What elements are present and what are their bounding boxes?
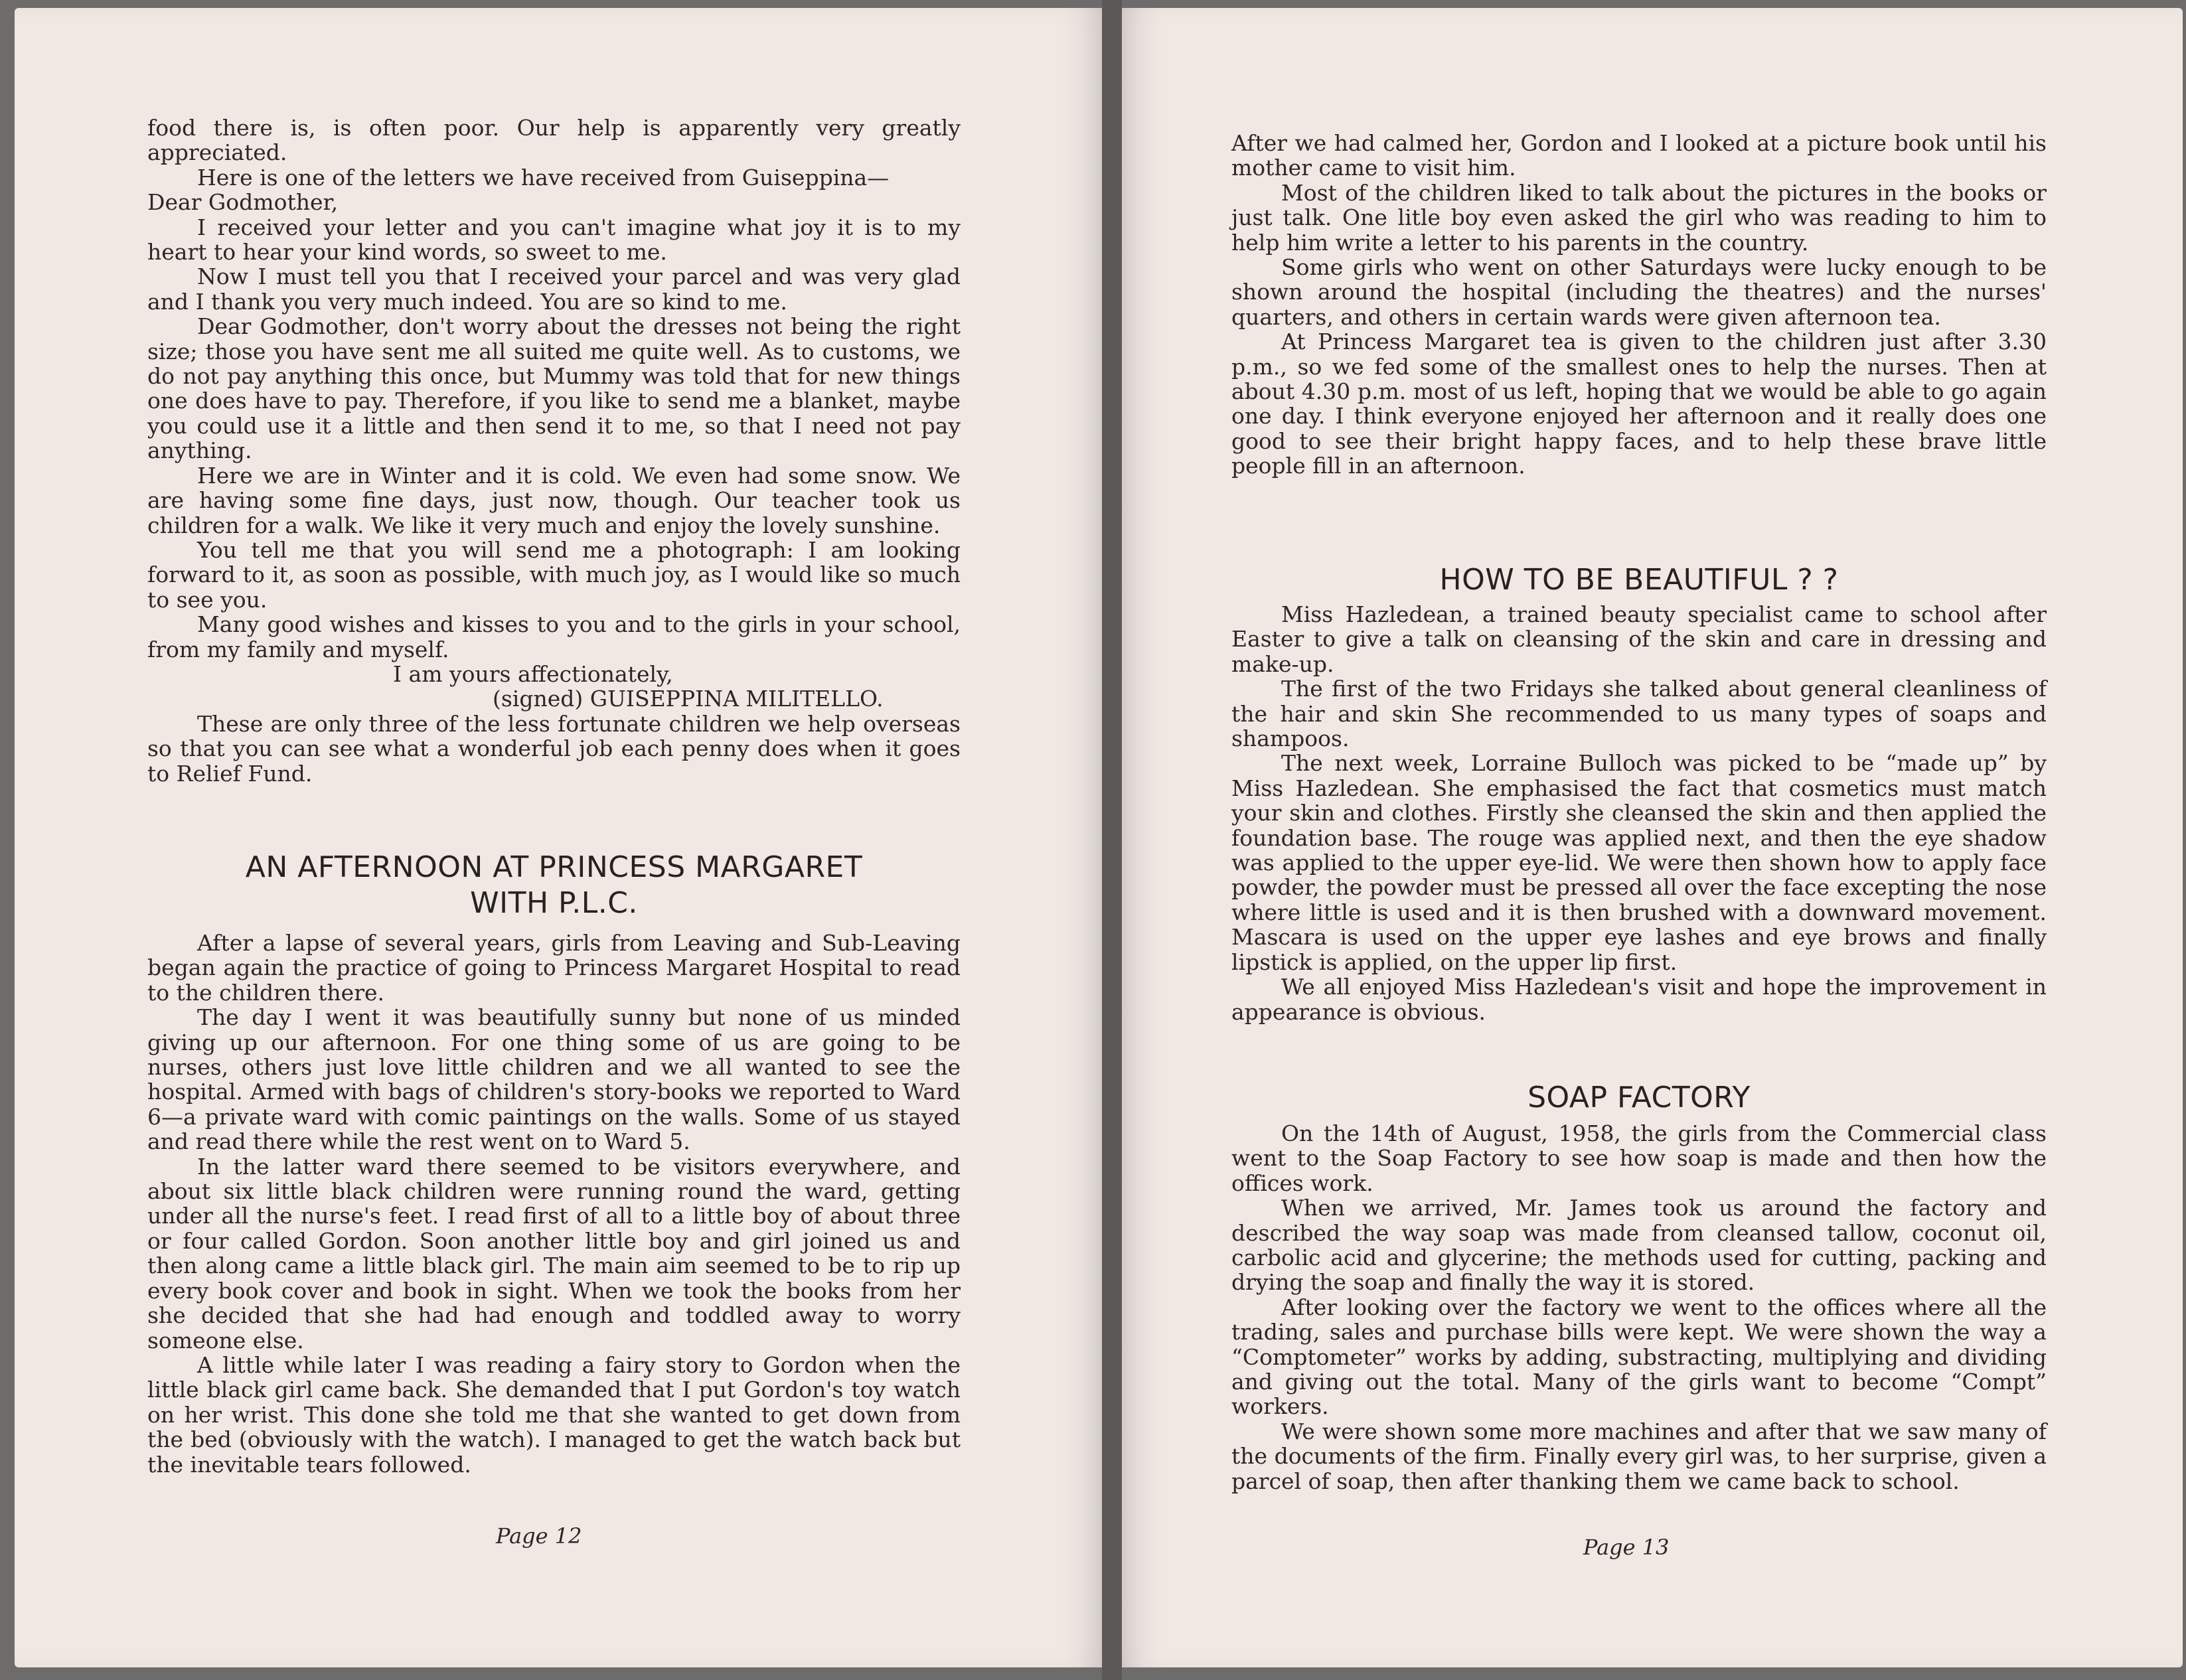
paragraph: You tell me that you will send me a photograph: I am looking forward to it, as soon as possible, with much joy, as I would like so much to see you.	[147, 536, 961, 613]
right-page	[1122, 8, 2183, 1667]
paragraph: After looking over the factory we went to the offices where all the trading, sales and purchase bills were kept. We were shown the way a “Comptometer” works by adding, substracting, multiplying and dividing and giving out the total. Many of the girls want to become “Compt” workers.	[1231, 1294, 2047, 1420]
heading-line: WITH P.L.C.	[470, 886, 638, 920]
letter-salutation: Dear Godmother,	[147, 189, 339, 216]
beauty-section	[1231, 562, 2047, 1024]
paragraph: The first of the two Fridays she talked about general cleanliness of the hair and skin She recommended to us many types of soaps and shampoos.	[1231, 676, 2047, 752]
heading-line: AN AFTERNOON AT PRINCESS MARGARET	[245, 850, 863, 884]
section-heading: SOAP FACTORY	[1527, 1081, 1751, 1114]
left-page	[15, 8, 1102, 1667]
paragraph: The next week, Lorraine Bulloch was picked to be “made up” by Miss Hazledean. She emphasised the fact that cosmetics must match your skin and clothes. Firstly she cleansed the skin and then applied the foundation base. The rouge was applied next, and then the eye shadow was applied to the upper eye-lid. We were then shown how to apply face powder, the powder must be pressed all over the face excepting the nose where little is used and it is then brushed with a downward movement. Mascara is used on the upper eye lashes and eye brows and finally lipstick is applied, on the upper lip first.	[1231, 750, 2047, 975]
page-number: Page 13	[1583, 1535, 1670, 1560]
paragraph: In the latter ward there seemed to be visitors everywhere, and about six little black children were running round the ward, getting under all the nurse's feet. I read first of all to a little boy of about three or four called Gordon. Soon another little boy and girl joined us and then along came a little black girl. The main aim seemed to be to rip up every book cover and book in sight. When we took the books from her she decided that she had had enough and toddled away to worry someone else.	[147, 1153, 961, 1353]
paragraph: Some girls who went on other Saturdays were lucky enough to be shown around the hospital (including the theatres) and the nurses' quarters, and others in certain wards were given afternoon tea.	[1231, 254, 2047, 330]
paragraph: We all enjoyed Miss Hazledean's visit and hope the improvement in appearance is obvious.	[1231, 974, 2047, 1025]
paragraph: I received your letter and you can't imagine what joy it is to my heart to hear your kind words, so sweet to me.	[147, 214, 961, 266]
paragraph: These are only three of the less fortunate children we help overseas so that you can see what a wonderful job each penny does when it goes to Relief Fund.	[147, 710, 961, 787]
book-gutter	[1102, 0, 1122, 1680]
paragraph: After we had calmed her, Gordon and I looked at a picture book until his mother came to visit him.	[1231, 130, 2047, 181]
paragraph: Here is one of the letters we have received from Guiseppina—	[197, 164, 890, 191]
soap-factory-section	[1231, 1080, 2047, 1493]
paragraph: At Princess Margaret tea is given to the children just after 3.30 p.m., so we fed some of the smallest ones to help the nurses. Then at about 4.30 p.m. most of us left, hoping that we would be able to go again one day. I think everyone enjoyed her afternoon and it really does one good to see their bright happy faces, and to help these brave little people fill in an afternoon.	[1231, 329, 2047, 479]
paragraph: On the 14th of August, 1958, the girls from the Commercial class went to the Soap Factory to see how soap is made and then how the offices work.	[1231, 1120, 2047, 1196]
letter-signature: (signed) GUISEPPINA MILITELLO.	[493, 686, 884, 712]
paragraph: food there is, is often poor. Our help is apparently very greatly appreciated.	[147, 115, 961, 166]
paragraph: Many good wishes and kisses to you and to the girls in your school, from my family and myself.	[147, 611, 961, 662]
paragraph: Miss Hazledean, a trained beauty specialist came to school after Easter to give a talk on cleansing of the skin and care in dressing and make-up.	[1231, 601, 2047, 677]
paragraph: When we arrived, Mr. James took us around the factory and described the way soap was made from cleansed tallow, coconut oil, carbolic acid and glycerine; the methods used for cutting, packing and drying the soap and finally the way it is stored.	[1231, 1195, 2047, 1296]
paragraph: We were shown some more machines and after that we saw many of the documents of the firm. Finally every girl was, to her surprise, given a parcel of soap, then after thanking them we came back to school.	[1231, 1418, 2047, 1494]
paragraph: After a lapse of several years, girls from Leaving and Sub-Leaving began again the practice of going to Princess Margaret Hospital to read to the children there.	[147, 930, 961, 1006]
paragraph: Now I must tell you that I received your parcel and was very glad and I thank you very much indeed. You are so kind to me.	[147, 264, 961, 315]
paragraph: A little while later I was reading a fairy story to Gordon when the little black girl came back. She demanded that I put Gordon's toy watch on her wrist. This done she told me that she wanted to get down from the bed (obviously with the watch). I managed to get the watch back but the inevitable tears followed.	[147, 1351, 961, 1478]
paragraph: Here we are in Winter and it is cold. We even had some snow. We are having some fine days, just now, though. Our teacher took us children for a walk. We like it very much and enjoy the lovely sunshine.	[147, 462, 961, 538]
paragraph: Dear Godmother, don't worry about the dresses not being the right size; those you have sent me all suited me quite well. As to customs, we do not pay anything this once, but Mummy was told that for new things one does have to pay. Therefore, if you like to send me a blanket, maybe you could use it a little and then send it to me, so that I need not pay anything.	[147, 313, 961, 464]
section-heading: HOW TO BE BEAUTIFUL ? ?	[1439, 563, 1839, 597]
paragraph: Most of the children liked to talk about the pictures in the books or just talk. One litle boy even asked the girl who was reading to him to help him write a letter to his parents in the country.	[1231, 179, 2047, 256]
paragraph: The day I went it was beautifully sunny but none of us minded giving up our afternoon. For one thing some of us are going to be nurses, others just love little children and we all wanted to see the hospital. Armed with bags of children's story-books we reported to Ward 6—a private ward with comic paintings on the walls. Some of us stayed and read there while the rest went on to Ward 5.	[147, 1004, 961, 1155]
letter-section	[147, 115, 961, 786]
letter-closing: I am yours affectionately,	[393, 660, 673, 687]
section-heading	[147, 850, 961, 921]
continuation-section	[1231, 131, 2047, 479]
princess-margaret-section	[147, 850, 961, 1477]
page-number: Page 12	[496, 1523, 582, 1549]
